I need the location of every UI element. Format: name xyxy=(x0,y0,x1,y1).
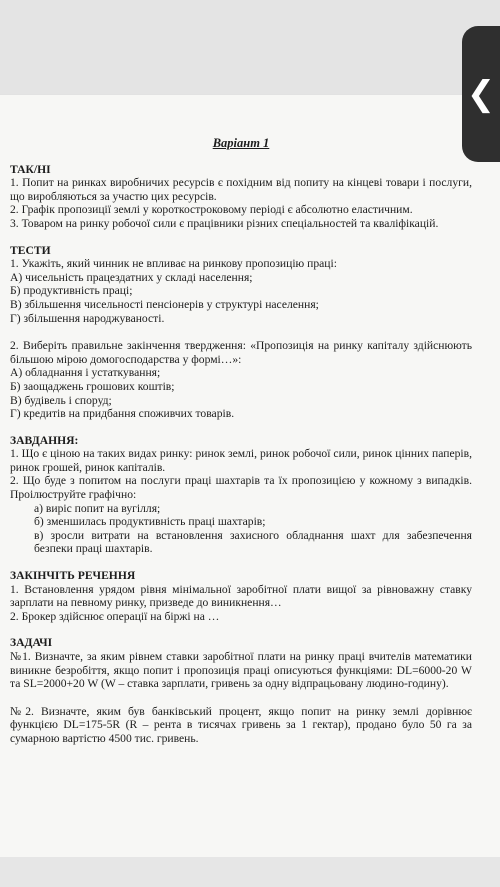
task-2: 2. Що буде з попитом на послуги праці шахтарів та їх пропозицією у кожному з випадків. Проілюструйте графічно: xyxy=(10,474,472,502)
test2-option-a: А) обладнання і устаткування; xyxy=(10,366,161,380)
test2-option-d: Г) кредитів на придбання споживчих товарів. xyxy=(10,407,235,421)
test2-option-b: Б) заощаджень грошових коштів; xyxy=(10,379,175,393)
finish-sentence-section xyxy=(10,569,472,623)
chevron-left-icon: ❮ xyxy=(466,74,496,114)
problems-section xyxy=(10,636,472,745)
test-question-2: 2. Виберіть правильне закінчення твердження: «Пропозиція на ринку капіталу здійснюють більшою мірою домогосподарства у формі…»: xyxy=(10,339,472,366)
tasks-section xyxy=(10,434,472,556)
test1-option-a: А) чисельність працездатних у складі населення; xyxy=(10,270,253,284)
tests-section xyxy=(10,244,472,421)
section-heading-tests: ТЕСТИ xyxy=(10,243,51,257)
section-heading-finish: ЗАКІНЧІТЬ РЕЧЕННЯ xyxy=(10,569,136,583)
finish-item-1: 1. Встановлення урядом рівня мінімальної заробітної плати вищої за рівноважну ставку зарплати на певному ринку, призведе до виникнення… xyxy=(10,582,472,610)
test1-option-d: Г) збільшення народжуваності. xyxy=(10,311,165,325)
test1-option-c: В) збільшення чисельності пенсіонерів у структурі населення; xyxy=(10,297,319,311)
test-question-1: 1. Укажіть, який чинник не впливає на ринкову пропозицію праці: xyxy=(10,257,337,271)
test2-option-c: В) будівель і споруд; xyxy=(10,393,112,407)
task-1: 1. Що є ціною на таких видах ринку: ринок землі, ринок робочої сили, ринок цінних паперів, ринок грошей, ринок капіталів. xyxy=(10,447,472,474)
task2-option-b: б) зменшилась продуктивність праці шахтарів; xyxy=(34,515,266,529)
task2-option-a: а) виріс попит на вугілля; xyxy=(34,501,161,515)
back-button[interactable] xyxy=(462,26,500,162)
true-false-section xyxy=(10,163,472,231)
finish-item-2: 2. Брокер здійснює операції на біржі на … xyxy=(10,609,220,623)
top-margin xyxy=(0,0,500,95)
document-page xyxy=(0,95,500,857)
section-heading-tasks: ЗАВДАННЯ: xyxy=(10,433,79,447)
bottom-margin xyxy=(0,857,500,887)
tf-item-1: 1. Попит на ринках виробничих ресурсів є похідним від попиту на кінцеві товари і послуги, що виробляються за участю цих ресурсів. xyxy=(10,176,472,203)
document-content xyxy=(10,137,472,759)
variant-title: Варіант 1 xyxy=(212,136,270,150)
task2-option-c: в) зросли витрати на встановлення захисного обладнання шахт для забезпечення безпеки праці шахтарів. xyxy=(34,528,472,556)
tf-item-3: 3. Товаром на ринку робочої сили є працівники різних спеціальностей та кваліфікацій. xyxy=(10,216,439,230)
problem-1: №1. Визначте, за яким рівнем ставки заробітної плати на ринку праці вчителів математики виникне безробіття, якщо попит і пропозиція праці описуються функціями: DL=6000-20 W та SL=2000+20 W (W – ставка зарплати, гривень за одну відпрацьовану людино-годину). xyxy=(10,650,472,691)
problem-2: №2. Визначте, яким був банківський процент, якщо попит на ринку землі дорівнює функцією DL=175-5R (R – рента в тисячах гривень за 1 гектар), продано було 50 га за сумарною вартістю 4500 тис. гривень. xyxy=(10,704,472,745)
tf-item-2: 2. Графік пропозиції землі у короткостроковому періоді є абсолютно еластичним. xyxy=(10,203,413,217)
section-heading-tf: ТАК/НІ xyxy=(10,162,51,176)
section-heading-problems: ЗАДАЧІ xyxy=(10,636,53,650)
test1-option-b: Б) продуктивність праці; xyxy=(10,284,133,298)
